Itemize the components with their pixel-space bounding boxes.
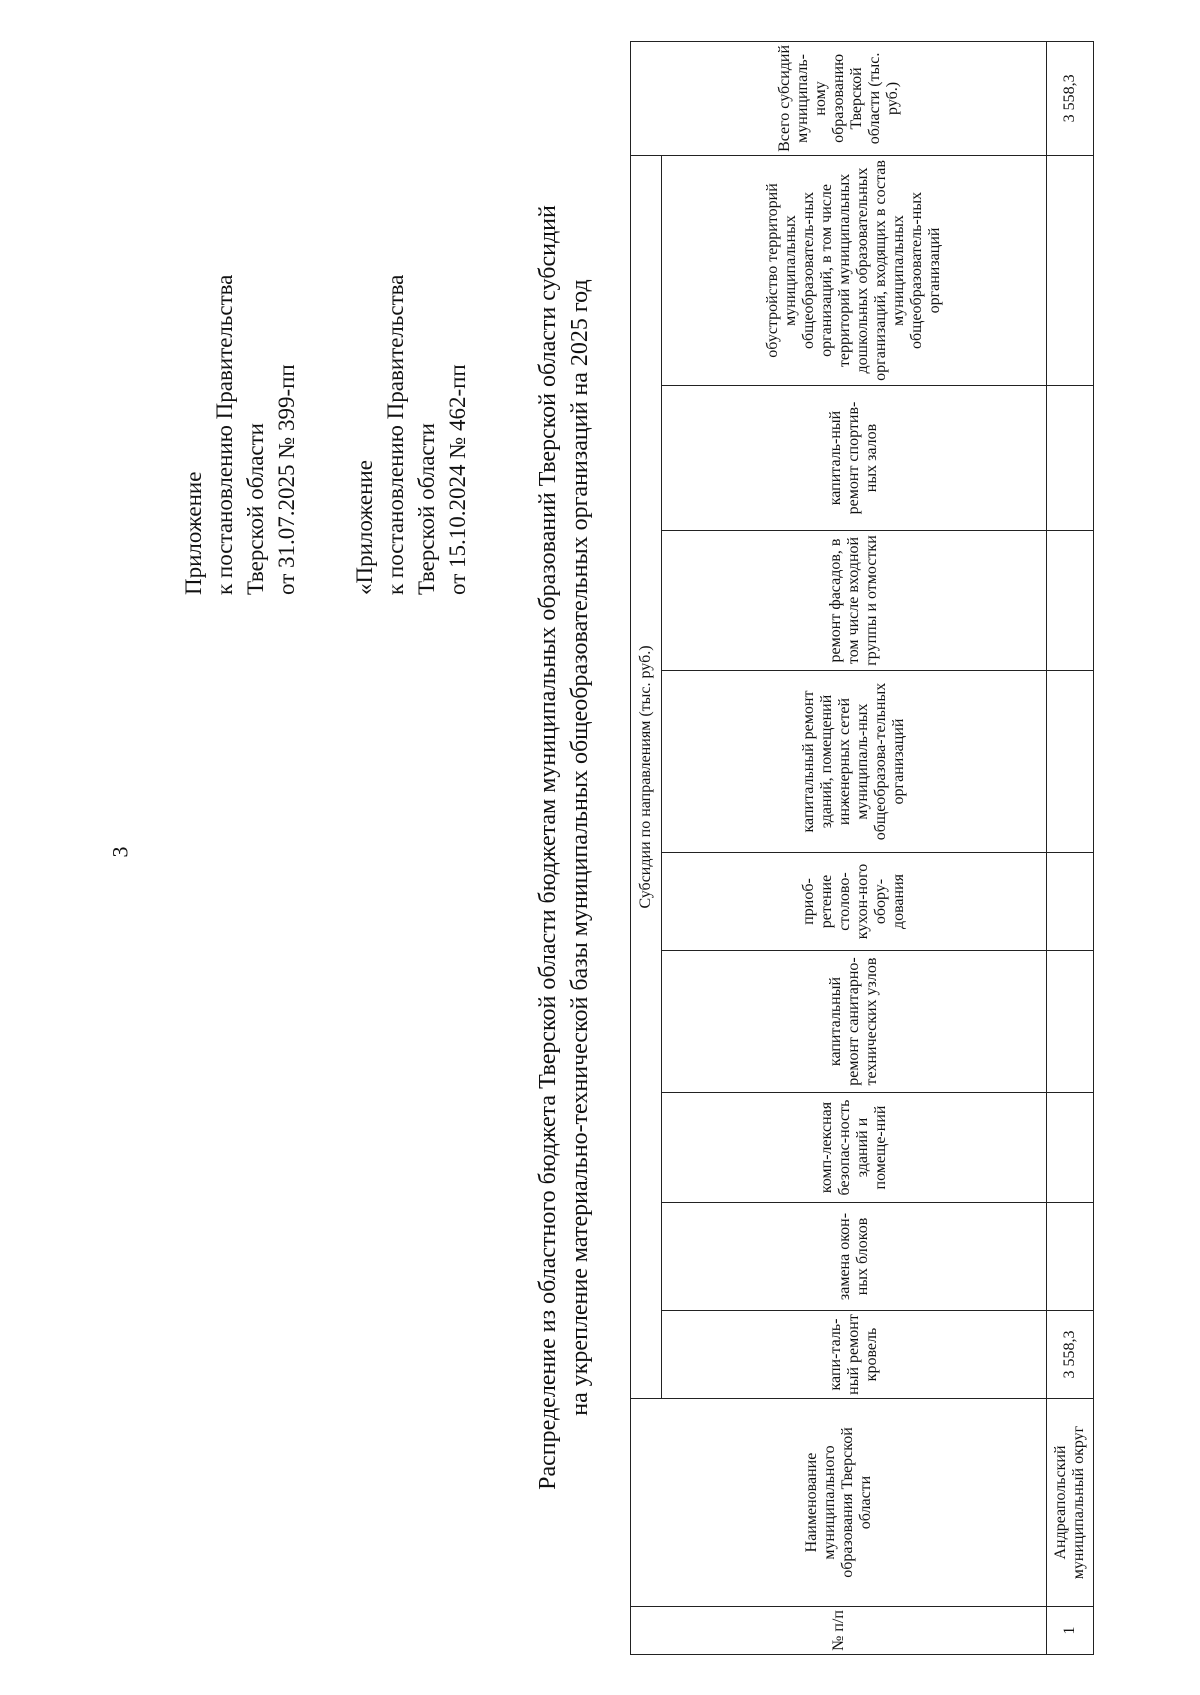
appendix-line: Тверской области	[414, 423, 439, 595]
title-line: на укрепление материально-технической базы муниципальных общеобразовательных организаций на 2025 год	[567, 279, 593, 1416]
subsidy-distribution-table	[630, 41, 1094, 1655]
header-total: Всего субсидий муниципаль-ному образованию Тверской области (тыс. руб.)	[631, 41, 1047, 155]
header-municipality-name: Наименование муниципального образования Тверской области	[631, 1399, 1047, 1607]
header-subsidy-directions: Субсидии по направлениям (тыс. руб.)	[631, 155, 662, 1398]
appendix-line: Приложение	[181, 471, 206, 595]
header-roof-repair: капи-таль-ный ремонт кровель	[662, 1311, 1047, 1399]
row-value	[1047, 1093, 1094, 1203]
row-value	[1047, 671, 1094, 853]
row-value: 3 558,3	[1047, 1311, 1094, 1399]
row-value	[1047, 1203, 1094, 1311]
row-value	[1047, 853, 1094, 951]
row-number: 1	[1047, 1607, 1094, 1655]
header-territory-improvement: обустройство территорий муниципальных общеобразователь-ных организаций, в том числе территорий муниципальных дошкольных образовательных организаций, входящих в состав муниципальных общеобразователь-ных организаций	[662, 155, 1047, 385]
header-kitchen-equipment: приоб-ретение столово-кухон-ного обору-дования	[662, 853, 1047, 951]
header-building-repair: капитальный ремонт зданий, помещений инженерных сетей муниципаль-ных общеобразова-тельных организаций	[662, 671, 1047, 853]
row-value	[1047, 531, 1094, 671]
appendix-reference-previous	[349, 275, 473, 595]
appendix-reference-current	[178, 275, 302, 595]
row-municipality-name: Андреапольский муниципальный округ	[1047, 1399, 1094, 1607]
row-value	[1047, 951, 1094, 1093]
page-number: 3	[107, 846, 133, 858]
document-title	[532, 0, 596, 1695]
appendix-line: к постановлению Правительства	[383, 274, 408, 595]
appendix-line: к постановлению Правительства	[212, 274, 237, 595]
header-number: № п/п	[631, 1607, 1047, 1655]
header-sanitary-repair: капитальный ремонт санитарно-технических узлов	[662, 951, 1047, 1093]
header-window-replacement: замена окон-ных блоков	[662, 1203, 1047, 1311]
title-line: Распределение из областного бюджета Тверской области бюджетам муниципальных образований Тверской области субсидий	[535, 205, 561, 1490]
header-gym-repair: капиталь-ный ремонт спортив-ных залов	[662, 386, 1047, 531]
appendix-line: «Приложение	[352, 460, 377, 595]
header-complex-security: комп-лексная безопас-ность зданий и помеще-ний	[662, 1093, 1047, 1203]
appendix-line: от 15.10.2024 № 462-пп	[445, 364, 470, 595]
table-row	[1047, 41, 1094, 1654]
row-total: 3 558,3	[1047, 41, 1094, 155]
appendix-line: от 31.07.2025 № 399-пп	[274, 364, 299, 595]
row-value	[1047, 155, 1094, 385]
header-facade-repair: ремонт фасадов, в том числе входной группы и отмостки	[662, 531, 1047, 671]
appendix-line: Тверской области	[243, 423, 268, 595]
row-value	[1047, 386, 1094, 531]
